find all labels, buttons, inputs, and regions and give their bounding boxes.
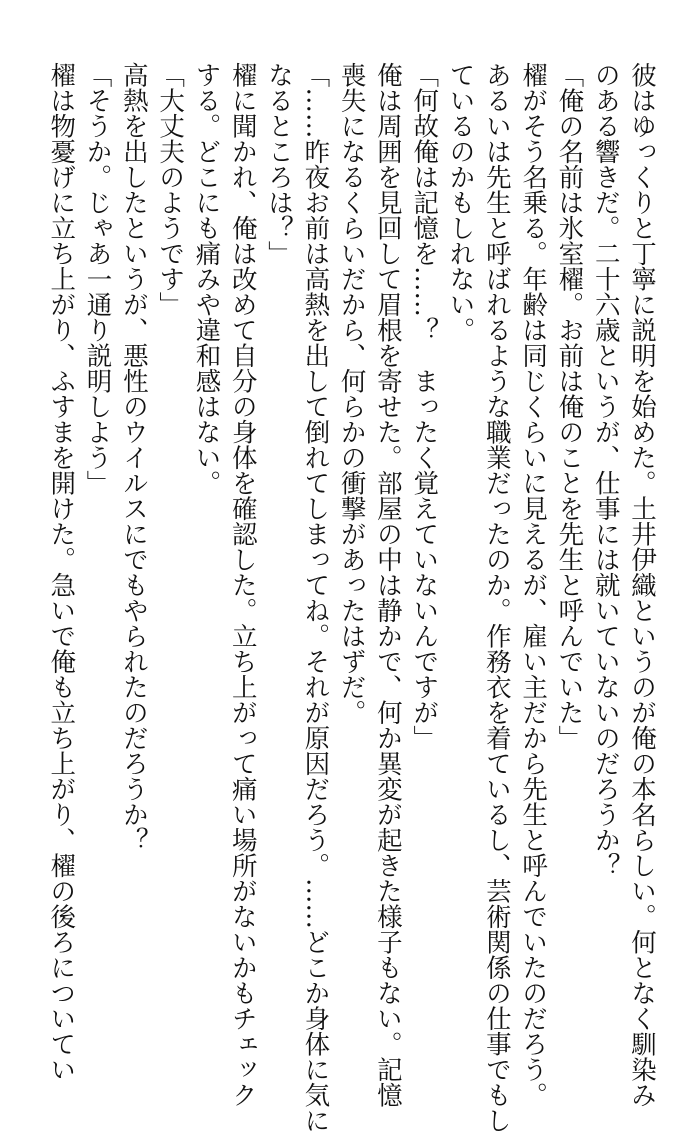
text-line-3: 「俺の名前は氷室櫂。お前は俺のことを先生と呼んでいた」 — [554, 62, 585, 751]
text-line-13: する。どこにも痛みや違和感はない。 — [191, 62, 222, 496]
text-line-2: のある響きだ。二十六歳というが、仕事には就いていないのだろうか？ — [590, 62, 621, 878]
text-line-5: あるいは先生と呼ばれるような職業だったのか。作務衣を着ているし、芸術関係の仕事でもし — [481, 62, 512, 1133]
text-line-14: 「大丈夫のようです」 — [155, 62, 186, 317]
text-line-17: 櫂は物憂げに立ち上がり、ふすまを開けた。急いで俺も立ち上がり、櫂の後ろについてい — [46, 62, 77, 1082]
text-line-12: 櫂に聞かれ、俺は改めて自分の身体を確認した。立ち上がって痛い場所がないかもチェック — [227, 62, 258, 1108]
text-line-8: 俺は周囲を見回して眉根を寄せた。部屋の中は静かで、何か異変が起きた様子もない。記憶 — [372, 62, 403, 1108]
text-line-11: なるところは？」 — [264, 62, 295, 266]
text-line-7: 「何故俺は記憶を……？ まったく覚えていないんですが」 — [409, 62, 440, 751]
text-line-16: 「そうか。じゃあ一通り説明しよう」 — [82, 62, 113, 496]
text-line-9: 喪失になるくらいだから、何らかの衝撃があったはずだ。 — [336, 62, 367, 725]
text-line-15: 高熱を出したというが、悪性のウイルスにでもやられたのだろうか？ — [118, 62, 149, 853]
text-line-4: 櫂がそう名乗る。年齢は同じくらいに見えるが、雇い主だから先生と呼んでいたのだろう。 — [518, 62, 549, 1108]
vertical-text-body — [43, 62, 660, 1133]
text-line-6: ているのかもしれない。 — [445, 62, 476, 343]
text-line-1: 彼はゆっくりと丁寧に説明を始めた。土井伊織というのが俺の本名らしい。何となく馴染み — [627, 62, 657, 1108]
text-line-10: 「……昨夜お前は高熱を出して倒れてしまってね。それが原因だろう。……どこか身体に気に — [300, 62, 331, 1133]
